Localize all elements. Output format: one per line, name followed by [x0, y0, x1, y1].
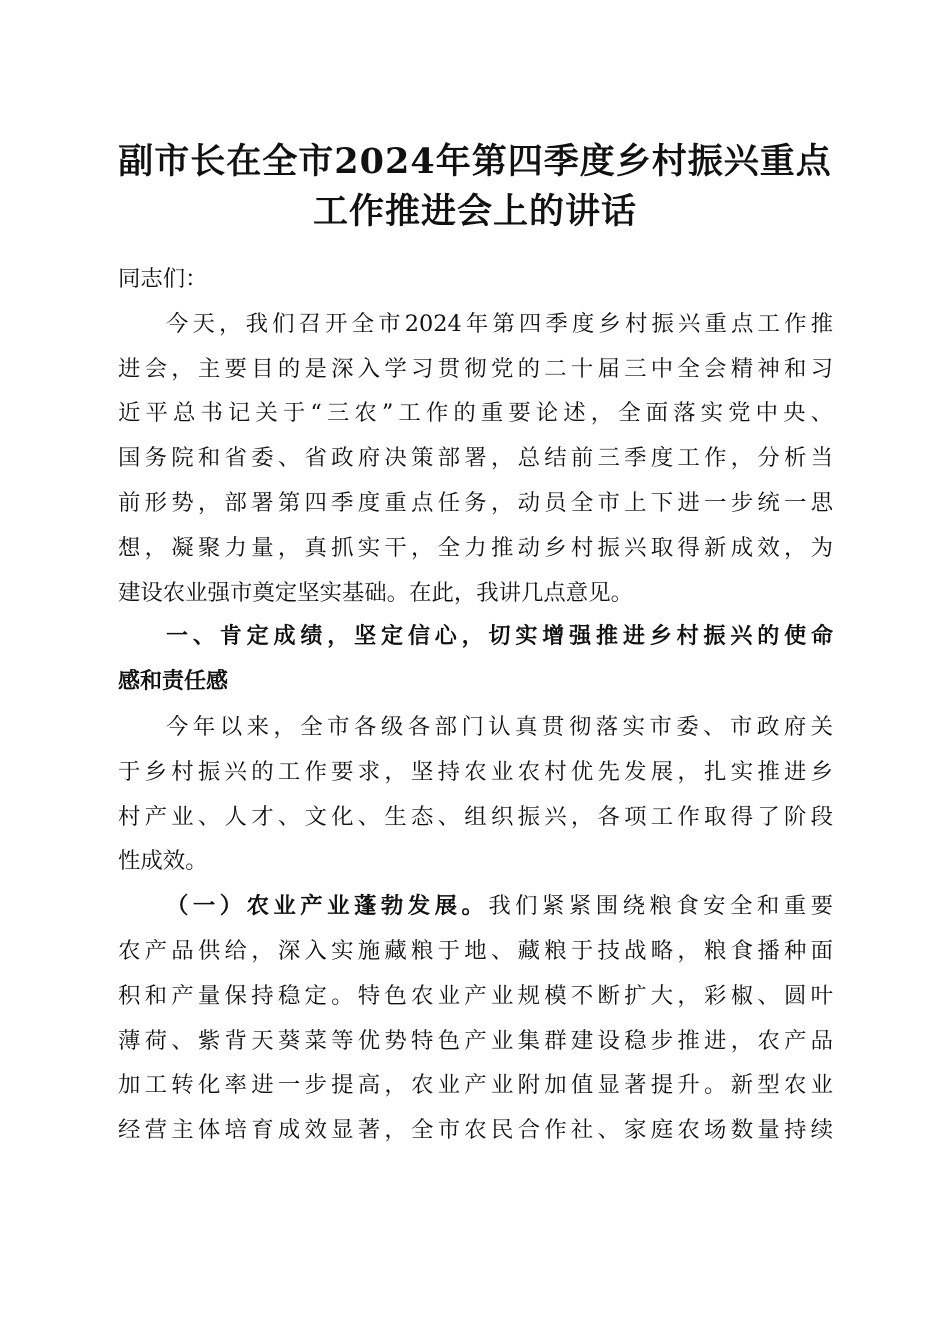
subsection-first-line	[118, 884, 833, 929]
intro-paragraph-line: 想，凝聚力量，真抓实干，全力推动乡村振兴取得新成效，为	[118, 534, 833, 561]
document-title	[100, 137, 850, 237]
intro-paragraph-line: 建设农业强市奠定坚实基础。在此，我讲几点意见。	[118, 579, 633, 606]
section-paragraph-line: 性成效。	[118, 848, 208, 875]
section-paragraph-line: 今年以来，全市各级各部门认真贯彻落实市委、市政府关	[166, 713, 833, 740]
title-line: 副市长在全市2024年第四季度乡村振兴重点	[118, 141, 832, 182]
salutation: 同志们：	[118, 266, 208, 292]
intro-paragraph-line: 近平总书记关于“三农”工作的重要论述，全面落实党中央、	[118, 400, 833, 427]
subsection-heading: （一）农业产业蓬勃发展。	[166, 893, 489, 920]
intro-paragraph-line: 进会，主要目的是深入学习贯彻党的二十届三中全会精神和习	[118, 355, 833, 382]
subsection-paragraph-line: 农产品供给，深入实施藏粮于地、藏粮于技战略，粮食播种面	[118, 937, 833, 964]
section-paragraph-line: 于乡村振兴的工作要求，坚持农业农村优先发展，扎实推进乡	[118, 758, 833, 785]
subsection-paragraph-line: 经营主体培育成效显著，全市农民合作社、家庭农场数量持续	[118, 1117, 833, 1144]
intro-paragraph-line: 前形势，部署第四季度重点任务，动员全市上下进一步统一思	[118, 489, 833, 516]
subsection-paragraph-line: 加工转化率进一步提高，农业产业附加值显著提升。新型农业	[118, 1072, 833, 1099]
intro-paragraph-line: 国务院和省委、省政府决策部署，总结前三季度工作，分析当	[118, 445, 833, 472]
section-heading-line: 一、肯定成绩，坚定信心，切实增强推进乡村振兴的使命	[166, 624, 833, 650]
document-body	[118, 257, 833, 1153]
subsection-first-line-text: 我们紧紧围绕粮食安全和重要	[488, 893, 834, 920]
intro-paragraph-line: 今天，我们召开全市2024年第四季度乡村振兴重点工作推	[166, 310, 833, 337]
subsection-paragraph-line: 薄荷、紫背天葵菜等优势特色产业集群建设稳步推进，农产品	[118, 1027, 833, 1054]
subsection-paragraph-line: 积和产量保持稳定。特色农业产业规模不断扩大，彩椒、圆叶	[118, 982, 833, 1009]
section-paragraph-line: 村产业、人才、文化、生态、组织振兴，各项工作取得了阶段	[118, 803, 833, 830]
title-line: 工作推进会上的讲话	[312, 191, 637, 232]
section-heading-line: 感和责任感	[118, 669, 229, 695]
